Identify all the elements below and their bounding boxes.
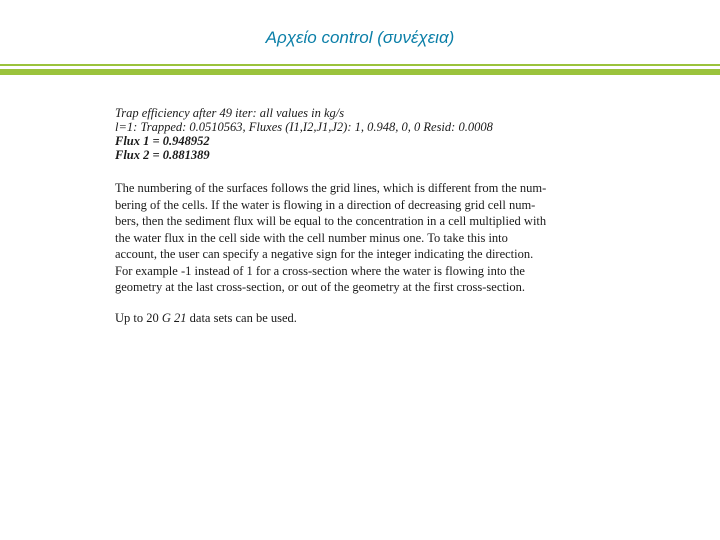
paragraph-line: The numbering of the surfaces follows the grid lines, which is different from the num-: [115, 181, 547, 195]
final-note-prefix: Up to 20: [115, 310, 162, 325]
log-line-flux-2: Flux 2 = 0.881389: [115, 148, 210, 162]
paragraph-line: account, the user can specify a negative sign for the integer indicating the direction.: [115, 247, 534, 261]
log-line-trap-efficiency: Trap efficiency after 49 iter: all values in kg/s: [115, 106, 345, 120]
document-content: [115, 106, 615, 326]
paragraph-line: the water flux in the cell side with the cell number minus one. To take this into: [115, 230, 508, 245]
explanation-paragraph: [115, 180, 615, 296]
title-divider-thick: [0, 69, 720, 75]
paragraph-line: For example -1 instead of 1 for a cross-section where the water is flowing into the: [115, 263, 525, 278]
final-note: [115, 310, 615, 326]
final-note-code: G 21: [161, 310, 187, 325]
title-divider-thin: [0, 64, 720, 66]
final-note-suffix: data sets can be used.: [186, 310, 297, 325]
paragraph-line: geometry at the last cross-section, or out of the geometry at the first cross-section.: [115, 280, 525, 294]
paragraph-line: bering of the cells. If the water is flowing in a direction of decreasing grid cell num-: [115, 197, 536, 212]
slide-title: Αρχείο control (συνέχεια): [265, 28, 455, 47]
log-line-flux-1: Flux 1 = 0.948952: [115, 134, 210, 148]
log-line-trapped: l=1: Trapped: 0.0510563, Fluxes (I1,I2,J1,J2): 1, 0.948, 0, 0 Resid: 0.0008: [115, 120, 493, 134]
paragraph-line: bers, then the sediment flux will be equal to the concentration in a cell multiplied with: [115, 214, 547, 228]
output-log: [115, 106, 615, 162]
